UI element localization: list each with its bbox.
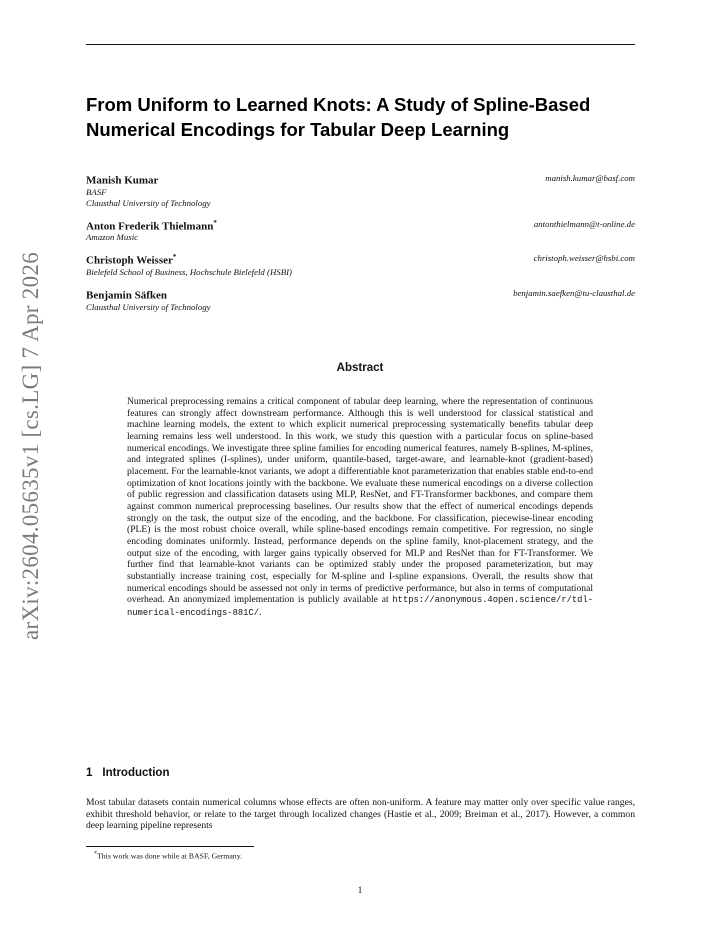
arxiv-identifier: arXiv:2604.05635v1 [cs.LG] 7 Apr 2026 bbox=[18, 252, 43, 640]
author-entry bbox=[86, 218, 635, 244]
section-number: 1 bbox=[86, 767, 93, 779]
introduction-paragraph: Most tabular datasets contain numerical columns whose effects are often non-uniform. A feature may matter only over specific value ranges, exhibit threshold behavior, or relate to the target through localized changes (Hastie et al., 2009; Breiman et al., 2017). However, a common deep learning pipeline represents bbox=[86, 797, 635, 832]
author-affiliation: Amazon Music bbox=[86, 232, 139, 243]
author-affiliation: Clausthal University of Technology bbox=[86, 301, 211, 312]
footnote-text: This work was done while at BASF, Germany. bbox=[97, 851, 243, 861]
author-email[interactable]: antonthielmann@t-online.de bbox=[533, 218, 635, 229]
author-affiliation: Bielefeld School of Business, Hochschule Bielefeld (HSBI) bbox=[86, 266, 292, 277]
author-entry bbox=[86, 252, 635, 278]
author-email[interactable]: christoph.weisser@hsbi.com bbox=[533, 253, 635, 264]
author-email[interactable]: manish.kumar@basf.com bbox=[545, 173, 635, 183]
abstract-text: Numerical preprocessing remains a critical component of tabular deep learning, where the representation of continuous features can strongly affect downstream performance. Although this is well understood for classical statistical and machine learning models, the extent to which explicit numerical preprocessing systematically benefits tabular deep learning remains less well understood. In this work, we study this question with a particular focus on spline-based numerical encodings. We investigate three spline families for encoding numerical features, namely B-splines, M-splines, and integrated splines (I-splines), under uniform, quantile-based, target-aware, and learnable-knot (gradient-based) placement. For the learnable-knot variants, we adopt a differentiable knot parameterization that enables stable end-to-end optimization of knot locations jointly with the backbone. We evaluate these numerical encodings on a diverse collection of public regression and classification datasets using MLP, ResNet, and FT-Transformer backbones, and compare them against common numerical preprocessing baselines. Our results show that the effect of numerical encodings depends strongly on the task, the output size of the encoding, and the backbone. For classification, piecewise-linear encoding (PLE) is the most robust choice overall, while spline-based encodings remain competitive. For regression, no single encoding dominates uniformly. Instead, performance depends on the spline family, knot-placement strategy, and the output size of the encoding, with larger gains typically observed for MLP and ResNet than for FT-Transformer. We further find that learnable-knot variants can be optimized stably under the proposed parameterization, but may substantially increase training cost, especially for M-spline and I-spline expansions. Overall, the results show that numerical encodings should be assessed not only in terms of predictive performance, but also in terms of computational overhead. An anonymized implementation is publicly available at bbox=[127, 396, 593, 606]
author-entry bbox=[86, 287, 635, 313]
section-title: Introduction bbox=[102, 767, 170, 779]
author-name: Manish Kumar bbox=[86, 174, 159, 187]
top-rule bbox=[86, 44, 635, 45]
author-name: Anton Frederik Thielmann* bbox=[86, 218, 217, 233]
footnote-rule bbox=[86, 846, 254, 847]
author-affiliation: BASF bbox=[86, 186, 107, 197]
abstract-heading: Abstract bbox=[336, 362, 384, 374]
introduction-heading bbox=[86, 767, 169, 779]
author-name: Christoph Weisser* bbox=[86, 253, 177, 267]
abstract-end-punctuation: . bbox=[258, 606, 262, 618]
author-name: Benjamin Säfken bbox=[86, 289, 167, 302]
author-list bbox=[86, 172, 635, 322]
footnote bbox=[94, 851, 242, 861]
abstract-body bbox=[127, 396, 593, 619]
author-affiliation: Clausthal University of Technology bbox=[86, 197, 211, 208]
footnote-marker: * bbox=[94, 851, 97, 857]
code-link[interactable]: https://anonymous.4open.science/r/tdl-numerical-encodings-881C/ bbox=[127, 595, 594, 618]
author-email[interactable]: benjamin.saefken@tu-clausthal.de bbox=[513, 287, 635, 298]
page-number: 1 bbox=[357, 886, 363, 896]
author-entry bbox=[86, 172, 635, 209]
paper-title: From Uniform to Learned Knots: A Study of Spline-Based Numerical Encodings for Tabular Deep Learning bbox=[86, 94, 591, 140]
